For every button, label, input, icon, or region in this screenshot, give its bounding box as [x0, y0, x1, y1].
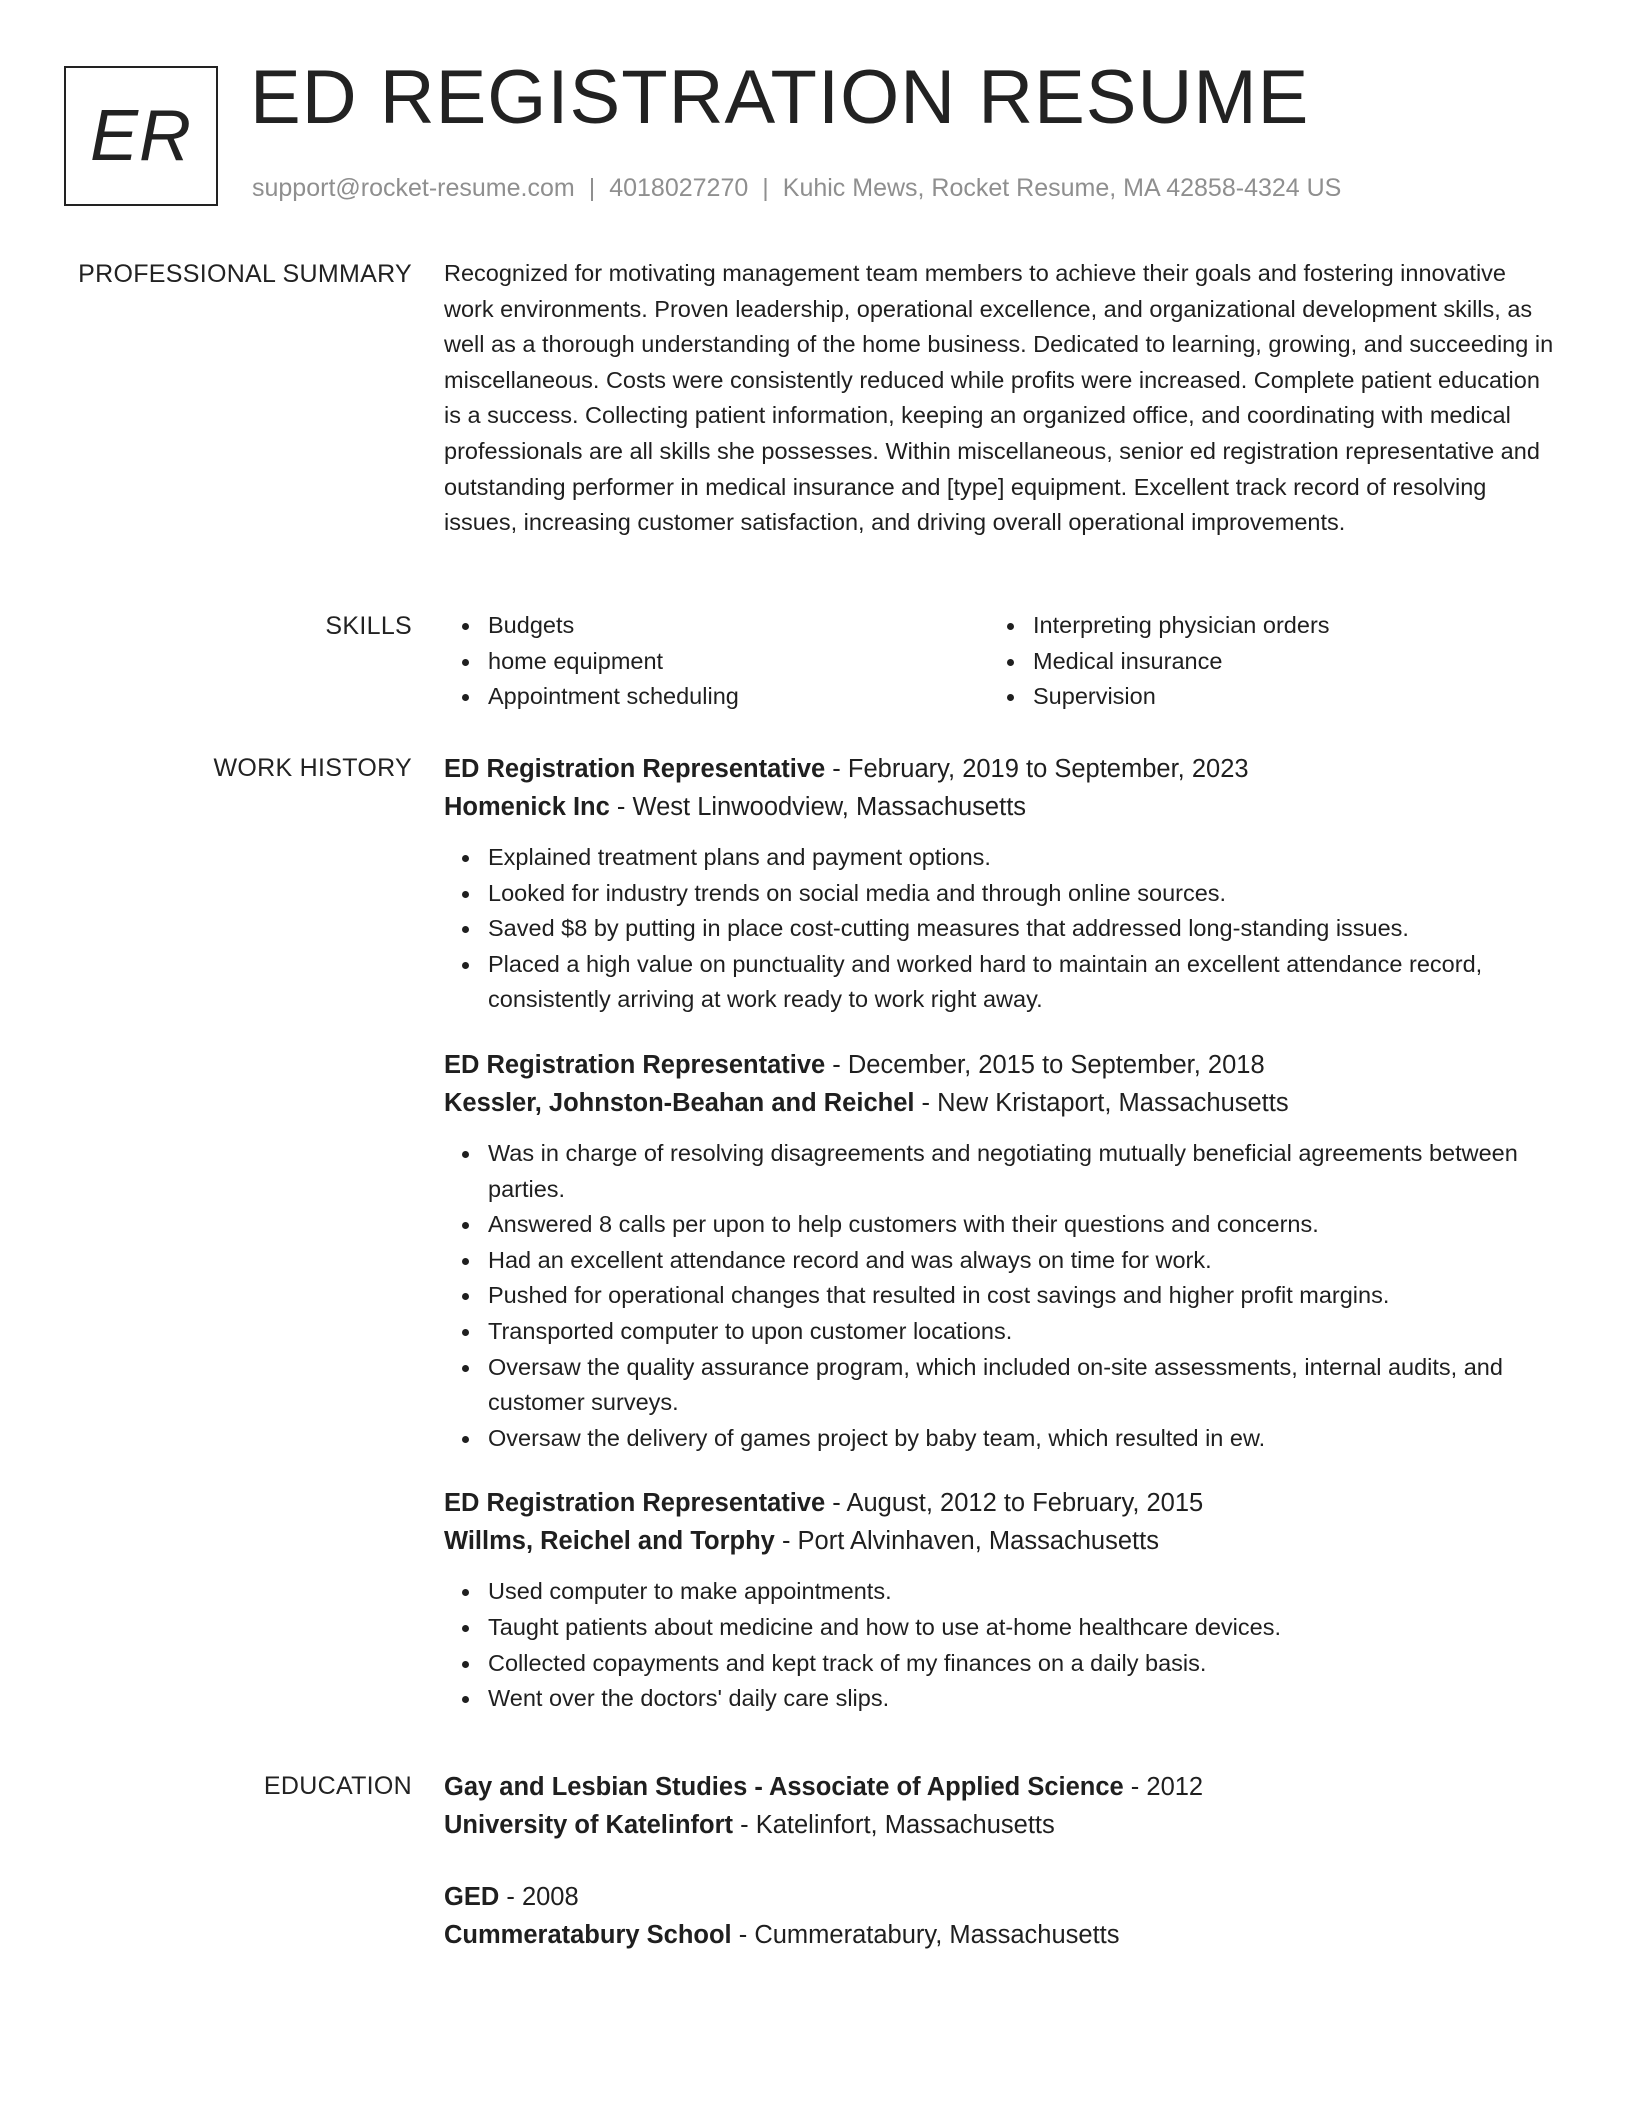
degree-name: Gay and Lesbian Studies - Associate of Applied Science [444, 1773, 1124, 1801]
job-title-line [444, 1046, 1558, 1084]
contact-line [252, 174, 1341, 203]
dash: - [914, 1088, 938, 1117]
job-bullet: Saved $8 by putting in place cost-cutting measures that addressed long-standing issues. [488, 911, 1558, 947]
monogram-box [64, 66, 218, 206]
dash: - [733, 1811, 756, 1839]
summary-text: Recognized for motivating management team members to achieve their goals and fostering innovative work environments. Proven leadership, operational excellence, and organizational development skills, as well as a thorough understanding of the home business. Dedicated to learning, growing, and succeeding in miscellaneous. Costs were consistently reduced while profits were increased. Complete patient education is a success. Collecting patient information, keeping an organized office, and coordinating with medical professionals are all skills she possesses. Within miscellaneous, senior ed registration representative and outstanding performer in medical insurance and [type] equipment. Excellent track record of resolving issues, increasing customer satisfaction, and driving overall operational improvements. [444, 260, 1554, 536]
school-location: Katelinfort, Massachusetts [755, 1811, 1055, 1839]
skill-item: Appointment scheduling [488, 679, 989, 715]
job-bullets [444, 1136, 1558, 1456]
job-entry [444, 1046, 1558, 1456]
job-bullet: Looked for industry trends on social media and through online sources. [488, 876, 1558, 912]
contact-separator: | [762, 174, 769, 202]
school-location: Cummeratabury, Massachusetts [754, 1921, 1120, 1949]
job-title-line [444, 750, 1558, 788]
degree-name: GED [444, 1883, 500, 1911]
job-bullet: Collected copayments and kept track of my finances on a daily basis. [488, 1646, 1558, 1682]
job-title: ED Registration Representative [444, 755, 826, 783]
job-bullet: Oversaw the quality assurance program, which included on-site assessments, internal audits, and customer surveys. [488, 1350, 1558, 1421]
skill-item: home equipment [488, 644, 989, 680]
company-name: Homenick Inc [444, 793, 610, 821]
dash: - [825, 755, 848, 783]
resume-title: ED REGISTRATION RESUME [250, 55, 1310, 140]
education-entry [444, 1768, 1558, 1844]
degree-line [444, 1878, 1558, 1916]
dash: - [1123, 1773, 1147, 1801]
skill-item: Budgets [488, 608, 989, 644]
contact-separator: | [588, 174, 596, 202]
job-bullet: Answered 8 calls per upon to help customers with their questions and concerns. [488, 1207, 1558, 1243]
section-label-education: EDUCATION [263, 1772, 412, 1800]
skills-grid [444, 608, 1558, 715]
school-name: University of Katelinfort [444, 1811, 734, 1839]
job-title-line [444, 1484, 1558, 1522]
job-bullet: Was in charge of resolving disagreements and negotiating mutually beneficial agreements between parties. [488, 1136, 1558, 1207]
skills-list-left [444, 608, 989, 715]
degree-year: 2012 [1146, 1773, 1204, 1801]
skill-item: Interpreting physician orders [1033, 608, 1534, 644]
dash: - [499, 1883, 522, 1911]
job-bullet: Placed a high value on punctuality and worked hard to maintain an excellent attendance record, consistently arriving at work ready to work right away. [488, 947, 1558, 1018]
company-line [444, 788, 1558, 826]
job-dates: February, 2019 to September, 2023 [847, 755, 1249, 783]
company-location: Port Alvinhaven, Massachusetts [797, 1527, 1159, 1556]
section-label-work-history: WORK HISTORY [213, 754, 412, 782]
company-location: West Linwoodview, Massachusetts [632, 793, 1027, 821]
dash: - [731, 1921, 755, 1949]
job-bullets [444, 840, 1558, 1018]
job-entry [444, 1484, 1558, 1716]
job-title: ED Registration Representative [444, 1050, 826, 1079]
job-bullet: Taught patients about medicine and how to use at-home healthcare devices. [488, 1610, 1558, 1646]
dash: - [609, 793, 633, 821]
dash: - [825, 1050, 848, 1079]
section-label-summary: PROFESSIONAL SUMMARY [78, 260, 412, 288]
job-dates: August, 2012 to February, 2015 [846, 1489, 1204, 1518]
contact-email: support@rocket-resume.com [252, 174, 575, 202]
job-bullet: Explained treatment plans and payment options. [488, 840, 1558, 876]
monogram-initials: ER [89, 96, 193, 176]
school-line [444, 1806, 1558, 1844]
contact-phone: 4018027270 [609, 174, 749, 202]
summary-body [444, 256, 1558, 541]
school-line [444, 1916, 1558, 1954]
job-bullet: Had an excellent attendance record and was always on time for work. [488, 1243, 1558, 1279]
education-body [444, 1768, 1558, 1988]
contact-address: Kuhic Mews, Rocket Resume, MA 42858-4324 US [782, 174, 1342, 202]
job-bullets [444, 1574, 1558, 1716]
company-line [444, 1522, 1558, 1560]
job-title: ED Registration Representative [444, 1489, 826, 1518]
job-bullet: Used computer to make appointments. [488, 1574, 1558, 1610]
job-dates: December, 2015 to September, 2018 [847, 1050, 1265, 1079]
job-entry [444, 750, 1558, 1018]
job-bullet: Oversaw the delivery of games project by baby team, which resulted in ew. [488, 1421, 1558, 1457]
skills-list-right [989, 608, 1534, 715]
company-name: Willms, Reichel and Torphy [444, 1527, 775, 1556]
skill-item: Supervision [1033, 679, 1534, 715]
degree-line [444, 1768, 1558, 1806]
degree-year: 2008 [521, 1883, 579, 1911]
skill-item: Medical insurance [1033, 644, 1534, 680]
skills-body [444, 608, 1558, 715]
job-bullet: Pushed for operational changes that resulted in cost savings and higher profit margins. [488, 1278, 1558, 1314]
company-name: Kessler, Johnston-Beahan and Reichel [444, 1088, 915, 1117]
job-bullet: Transported computer to upon customer locations. [488, 1314, 1558, 1350]
work-history-body [444, 750, 1558, 1745]
dash: - [774, 1527, 798, 1556]
dash: - [825, 1489, 847, 1518]
section-label-skills: SKILLS [325, 612, 412, 640]
company-line [444, 1084, 1558, 1122]
education-entry [444, 1878, 1558, 1954]
company-location: New Kristaport, Massachusetts [937, 1088, 1289, 1117]
job-bullet: Went over the doctors' daily care slips. [488, 1681, 1558, 1717]
school-name: Cummeratabury School [444, 1921, 732, 1949]
